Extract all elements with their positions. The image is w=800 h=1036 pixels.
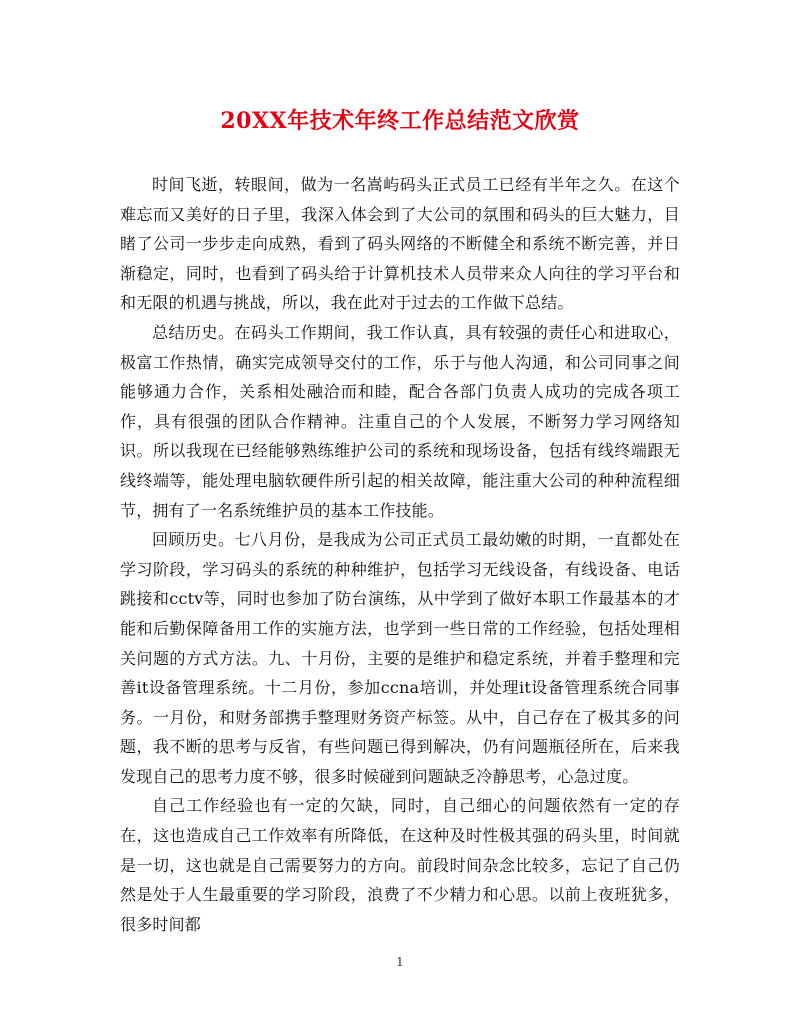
paragraph-shortcomings: 自己工作经验也有一定的欠缺，同时，自己细心的问题依然有一定的存在，这也造成自己工作效率有所降低，在这种及时性极其强的码头里，时间就是一切，这也就是自己需要努力的方向。前段时间杂念比较多，忘记了自己仍然是处于人生最重要的学习阶段，浪费了不少精力和心思。以前上夜班犹多，很多时间都	[120, 796, 680, 934]
page-number: 1	[396, 955, 404, 969]
paragraph-review: 回顾历史。七八月份，是我成为公司正式员工最幼嫩的时期，一直都处在学习阶段，学习码头的系统的种种维护，包括学习无线设备，有线设备、电话跳接和cctv等，同时也参加了防台演练，从中学到了做好本职工作最基本的才能和后勤保障备用工作的实施方法，也学到一些日常的工作经验，包括处理相关问题的方式方法。九、十月份，主要的是维护和稳定系统，并着手整理和完善it设备管理系统。十二月份，参加ccna培训，并处理it设备管理系统合同事务。一月份，和财务部携手整理财务资产标签。从中，自己存在了极其多的问题，我不断的思考与反省，有些问题已得到解决，仍有问题瓶径所在，后来我发现自己的思考力度不够，很多时候碰到问题缺乏冷静思考，心急过度。	[120, 530, 680, 786]
paragraph-intro: 时间飞逝，转眼间，做为一名嵩屿码头正式员工已经有半年之久。在这个难忘而又美好的日子里，我深入体会到了大公司的氛围和码头的巨大魅力，目睹了公司一步步走向成熟，看到了码头网络的不断健全和系统不断完善，并日渐稳定，同时，也看到了码头给于计算机技术人员带来众人向往的学习平台和和无限的机遇与挑战，所以，我在此对于过去的工作做下总结。	[120, 175, 680, 313]
paragraph-summary: 总结历史。在码头工作期间，我工作认真，具有较强的责任心和进取心，极富工作热情，确实完成领导交付的工作，乐于与他人沟通，和公司同事之间能够通力合作，关系相处融洽而和睦，配合各部门负责人成功的完成各项工作，具有很强的团队合作精神。注重自己的个人发展，不断努力学习网络知识。所以我现在已经能够熟练维护公司的系统和现场设备，包括有线终端跟无线终端等，能处理电脑软硬件所引起的相关故障，能注重大公司的种种流程细节，拥有了一名系统维护员的基本工作技能。	[120, 322, 680, 520]
document-body	[120, 170, 680, 939]
document-title: 20XX年技术年终工作总结范文欣赏	[220, 108, 580, 134]
